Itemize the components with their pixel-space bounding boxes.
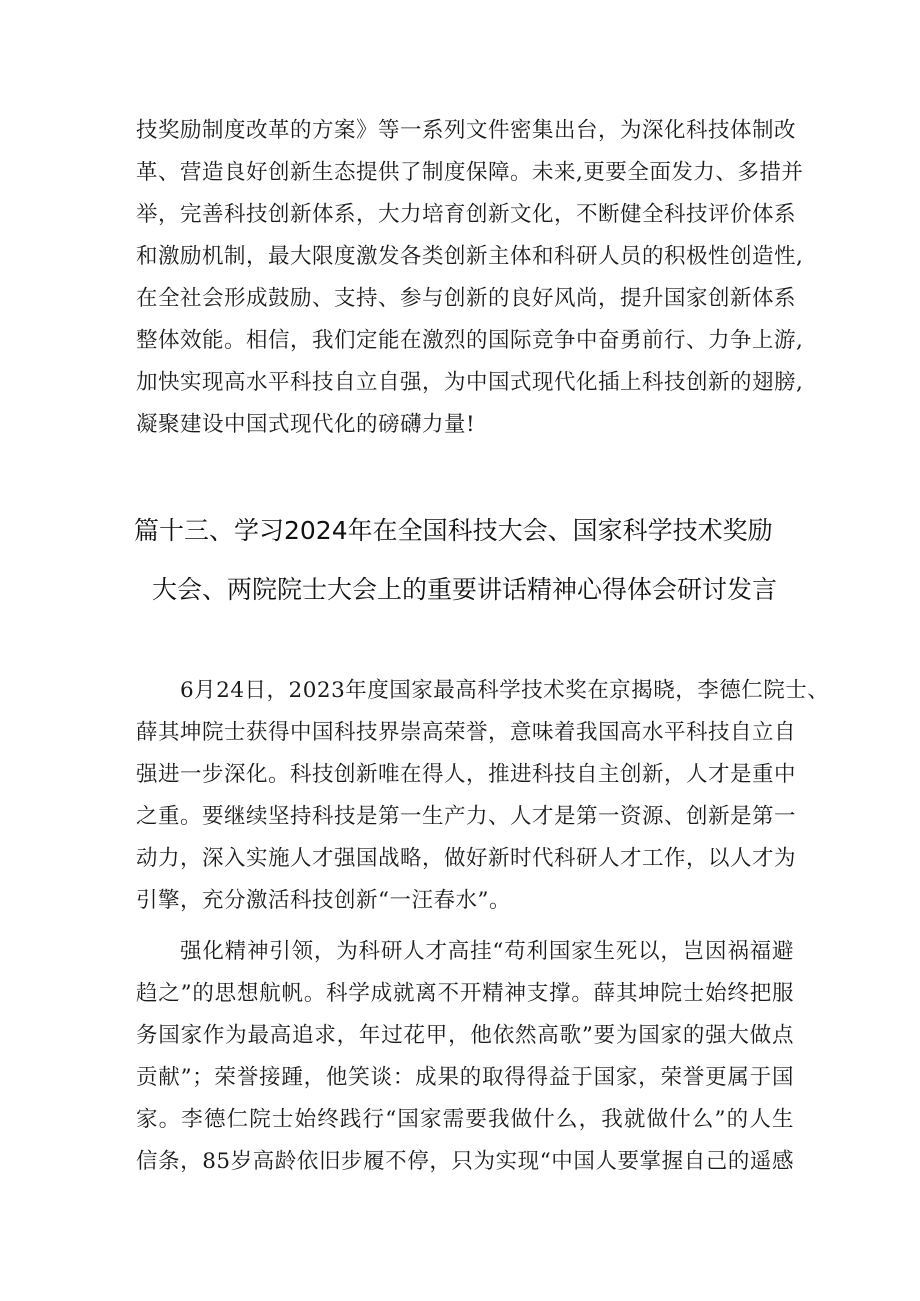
- text-line: 强化精神引领，为科研人才高挂“苟利国家生死以，岂因祸福避: [180, 939, 794, 964]
- text-line: 6月24日，2023年度国家最高科学技术奖在京揭晓，李德仁院士、: [180, 678, 830, 703]
- text-line: 整体效能。相信，我们定能在激烈的国际竞争中奋勇前行、力争上游,: [136, 328, 804, 353]
- text-line: 凝聚建设中国式现代化的磅礴力量!: [136, 412, 476, 437]
- text-line: 趋之”的思想航帆。科学成就离不开精神支撑。薛其坤院士始终把服: [136, 981, 794, 1006]
- text-line: 革、营造良好创新生态提供了制度保障。未来,更要全面发力、多措并: [136, 160, 804, 185]
- section-title-line-1: 篇十三、学习2024年在全国科技大会、国家科学技术奖励: [134, 516, 773, 545]
- text-line: 动力，深入实施人才强国战略，做好新时代科研人才工作，以人才为: [136, 846, 797, 871]
- text-line: 之重。要继续坚持科技是第一生产力、人才是第一资源、创新是第一: [136, 804, 797, 829]
- text-line: 薛其坤院士获得中国科技界崇高荣誉，意味着我国高水平科技自立自: [136, 720, 797, 745]
- text-line: 信条，85岁高龄依旧步履不停，只为实现“中国人要掌握自己的遥感: [136, 1149, 794, 1174]
- text-line: 技奖励制度改革的方案》等一系列文件密集出台，为深化科技体制改: [136, 118, 797, 143]
- text-line: 举，完善科技创新体系，大力培育创新文化，不断健全科技评价体系: [136, 202, 797, 227]
- text-line: 强进一步深化。科技创新唯在得人，推进科技自主创新，人才是重中: [136, 762, 797, 787]
- text-line: 务国家作为最高追求，年过花甲，他依然高歌”要为国家的强大做点: [136, 1023, 794, 1048]
- text-line: 和激励机制，最大限度激发各类创新主体和科研人员的积极性创造性,: [136, 244, 804, 269]
- text-line: 家。李德仁院士始终践行“国家需要我做什么，我就做什么”的人生: [136, 1107, 794, 1132]
- text-line: 加快实现高水平科技自立自强，为中国式现代化插上科技创新的翅膀,: [136, 370, 804, 395]
- text-line: 引擎，充分激活科技创新“一汪春水”。: [136, 888, 511, 913]
- text-line: 在全社会形成鼓励、支持、参与创新的良好风尚，提升国家创新体系: [136, 286, 797, 311]
- text-line: 贡献”；荣誉接踵，他笑谈：成果的取得得益于国家，荣誉更属于国: [136, 1065, 794, 1090]
- section-title-line-2: 大会、两院院士大会上的重要讲话精神心得体会研讨发言: [152, 575, 778, 604]
